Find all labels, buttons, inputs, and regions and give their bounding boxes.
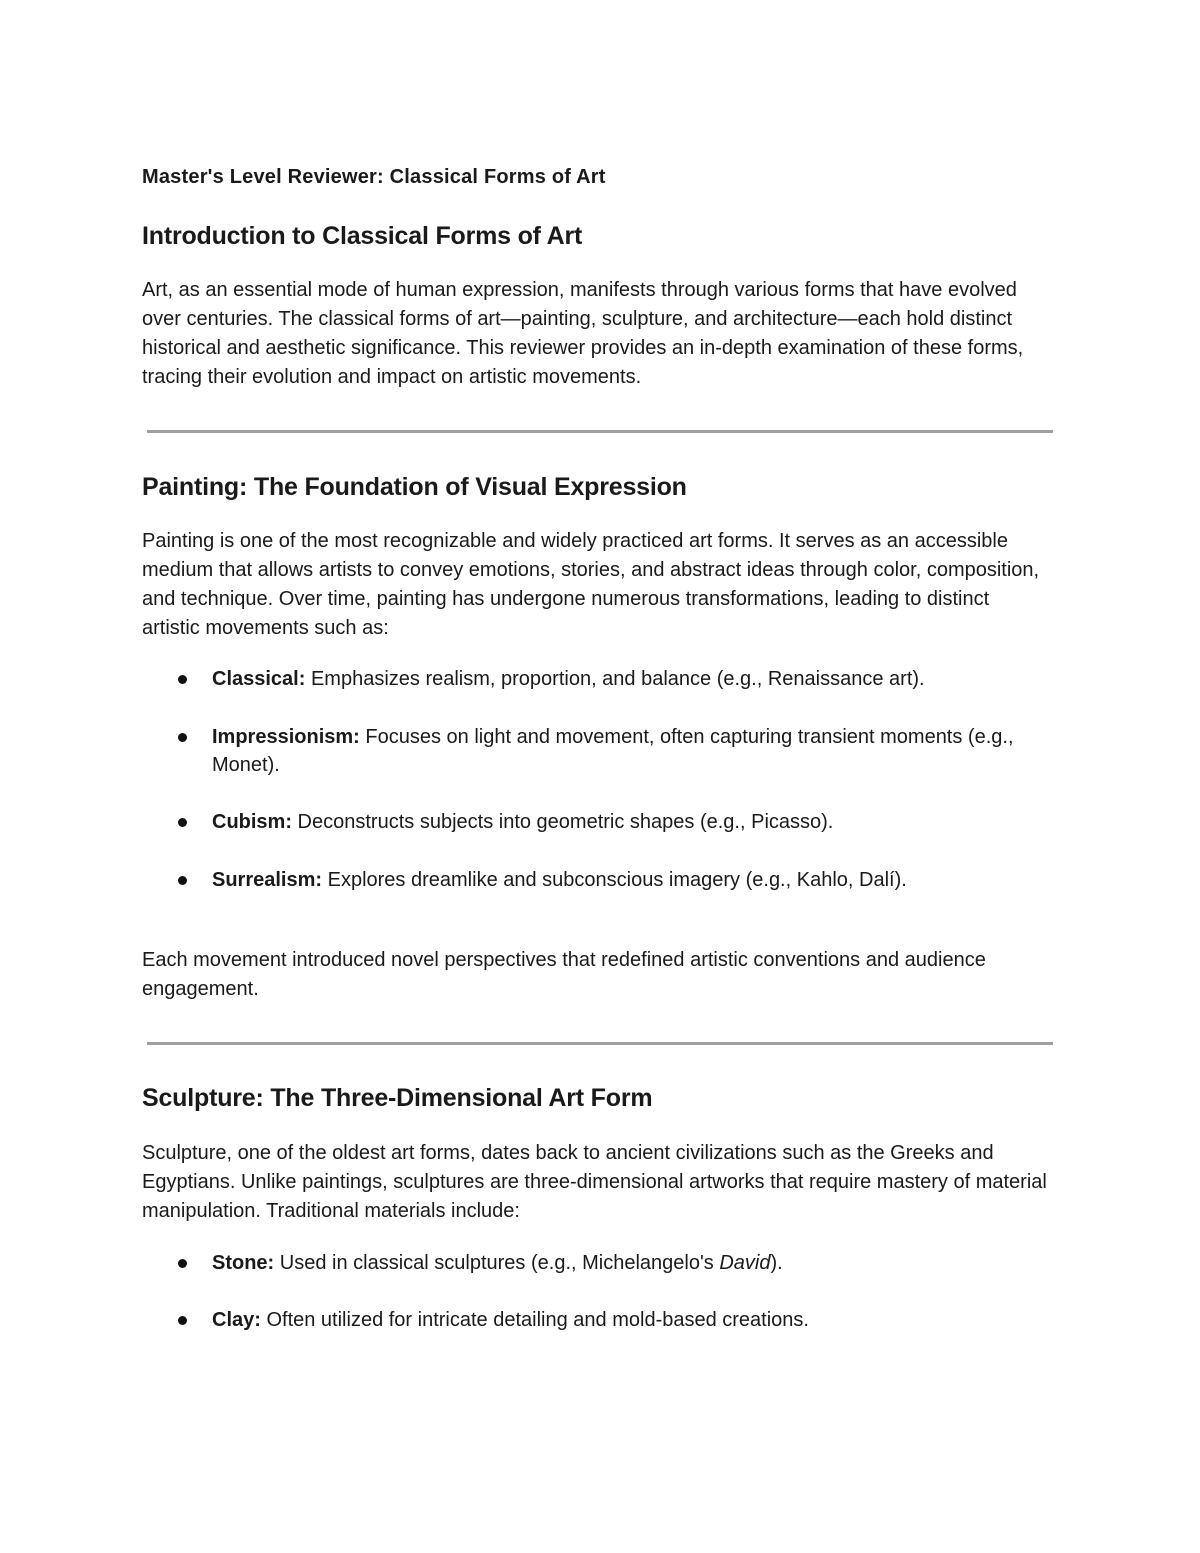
list-item <box>142 1306 1092 1334</box>
list-item <box>142 665 1092 693</box>
list-item-text: Used in classical sculptures (e.g., Michelangelo's <box>274 1252 720 1274</box>
list-item-text: Explores dreamlike and subconscious imagery (e.g., Kahlo, Dalí). <box>322 869 907 891</box>
sculpture-paragraph: Sculpture, one of the oldest art forms, dates back to ancient civilizations such as the Greeks and Egyptians. Unlike paintings, sculptures are three-dimensional artworks that require mastery of material manipulation. Traditional materials include: <box>142 1142 1047 1222</box>
bullet-icon <box>178 1259 187 1268</box>
list-item-text: Often utilized for intricate detailing and mold-based creations. <box>260 1309 809 1331</box>
painting-heading: Painting: The Foundation of Visual Expression <box>142 473 687 501</box>
list-item-text-end: ). <box>770 1252 783 1274</box>
list-item-italic-title: David <box>719 1252 771 1274</box>
bullet-icon <box>178 876 187 885</box>
intro-paragraph: Art, as an essential mode of human expression, manifests through various forms that have evolved over centuries. The classical forms of art—painting, sculpture, and architecture—each hold distinct historical and aesthetic significance. This reviewer provides an in-depth examination of these forms, tracing their evolution and impact on artistic movements. <box>142 279 1024 388</box>
bullet-icon <box>178 733 187 742</box>
document-title: Master's Level Reviewer: Classical Forms of Art <box>142 166 606 188</box>
section-divider <box>147 430 1053 433</box>
list-item-term: Surrealism: <box>212 869 323 891</box>
list-item-term: Cubism: <box>212 811 292 833</box>
bullet-icon <box>178 1316 187 1325</box>
list-item-term: Impressionism: <box>212 726 360 748</box>
list-item <box>142 866 1092 894</box>
list-item <box>142 1249 1092 1277</box>
list-item-term: Stone: <box>212 1252 275 1274</box>
section-divider <box>147 1042 1053 1045</box>
list-item-term: Clay: <box>212 1309 261 1331</box>
bullet-icon <box>178 818 187 827</box>
list-item-term: Classical: <box>212 668 306 690</box>
list-item <box>142 723 1052 779</box>
painting-closing-paragraph: Each movement introduced novel perspectives that redefined artistic conventions and audience engagement. <box>142 949 986 1000</box>
intro-heading: Introduction to Classical Forms of Art <box>142 222 583 250</box>
list-item-text: Emphasizes realism, proportion, and balance (e.g., Renaissance art). <box>305 668 925 690</box>
painting-paragraph: Painting is one of the most recognizable and widely practiced art forms. It serves as an accessible medium that allows artists to convey emotions, stories, and abstract ideas through color, composition, and technique. Over time, painting has undergone numerous transformations, leading to distinct artistic movements such as: <box>142 530 1040 639</box>
list-item <box>142 808 1092 836</box>
bullet-icon <box>178 675 187 684</box>
list-item-text: Focuses on light and movement, often capturing transient moments (e.g., Monet). <box>212 726 1014 776</box>
list-item-text: Deconstructs subjects into geometric shapes (e.g., Picasso). <box>292 811 834 833</box>
sculpture-heading: Sculpture: The Three-Dimensional Art Form <box>142 1084 653 1112</box>
